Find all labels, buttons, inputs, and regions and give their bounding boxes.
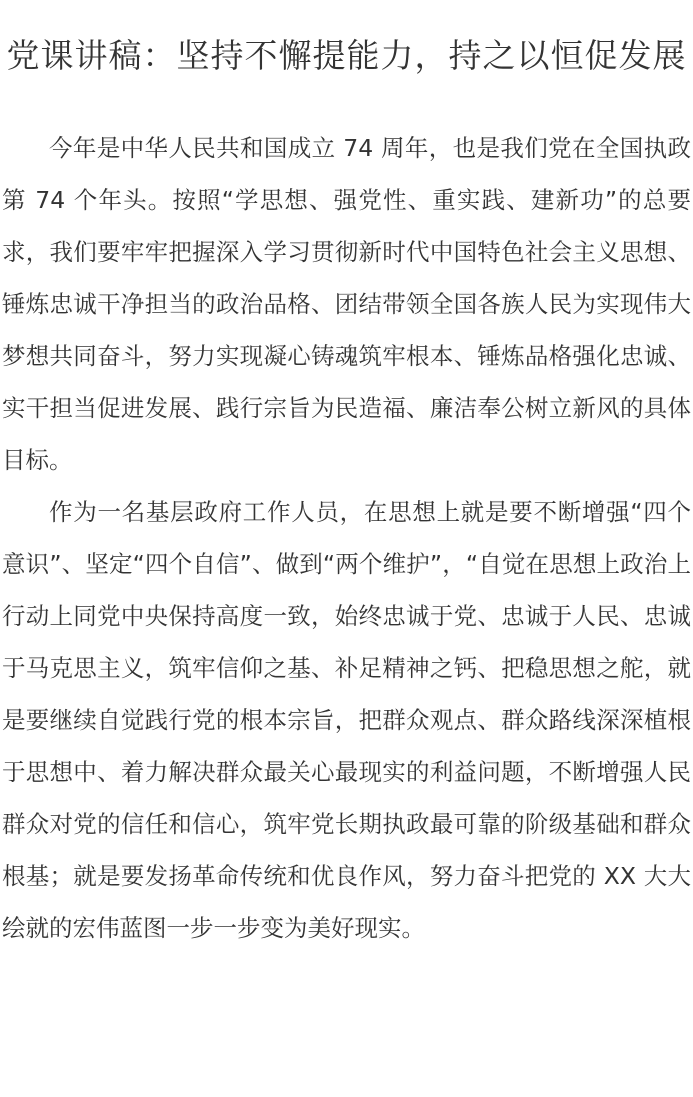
- paragraph-2: 作为一名基层政府工作人员，在思想上就是要不断增强“四个意识”、坚定“四个自信”、做到“两个维护”，“自觉在思想上政治上行动上同党中央保持高度一致，始终忠诚于党、忠诚于人民、忠诚于马克思主义，筑牢信仰之基、补足精神之钙、把稳思想之舵，就是要继续自觉践行党的根本宗旨，把群众观点、群众路线深深植根于思想中、着力解决群众最关心最现实的利益问题，不断增强人民群众对党的信任和信心，筑牢党长期执政最可靠的阶级基础和群众根基；就是要发扬革命传统和优良作风，努力奋斗把党的 XX 大大绘就的宏伟蓝图一步一步变为美好现实。: [2, 498, 691, 942]
- article-body: [2, 122, 691, 954]
- paragraph-1: 今年是中华人民共和国成立 74 周年，也是我们党在全国执政第 74 个年头。按照“学思想、强党性、重实践、建新功”的总要求，我们要牢牢把握深入学习贯彻新时代中国特色社会主义思想、锤炼忠诚干净担当的政治品格、团结带领全国各族人民为实现伟大梦想共同奋斗，努力实现凝心铸魂筑牢根本、锤炼品格强化忠诚、实干担当促进发展、践行宗旨为民造福、廉洁奉公树立新风的具体目标。: [2, 134, 691, 474]
- document-title: 党课讲稿：坚持不懈提能力，持之以恒促发展: [6, 36, 687, 75]
